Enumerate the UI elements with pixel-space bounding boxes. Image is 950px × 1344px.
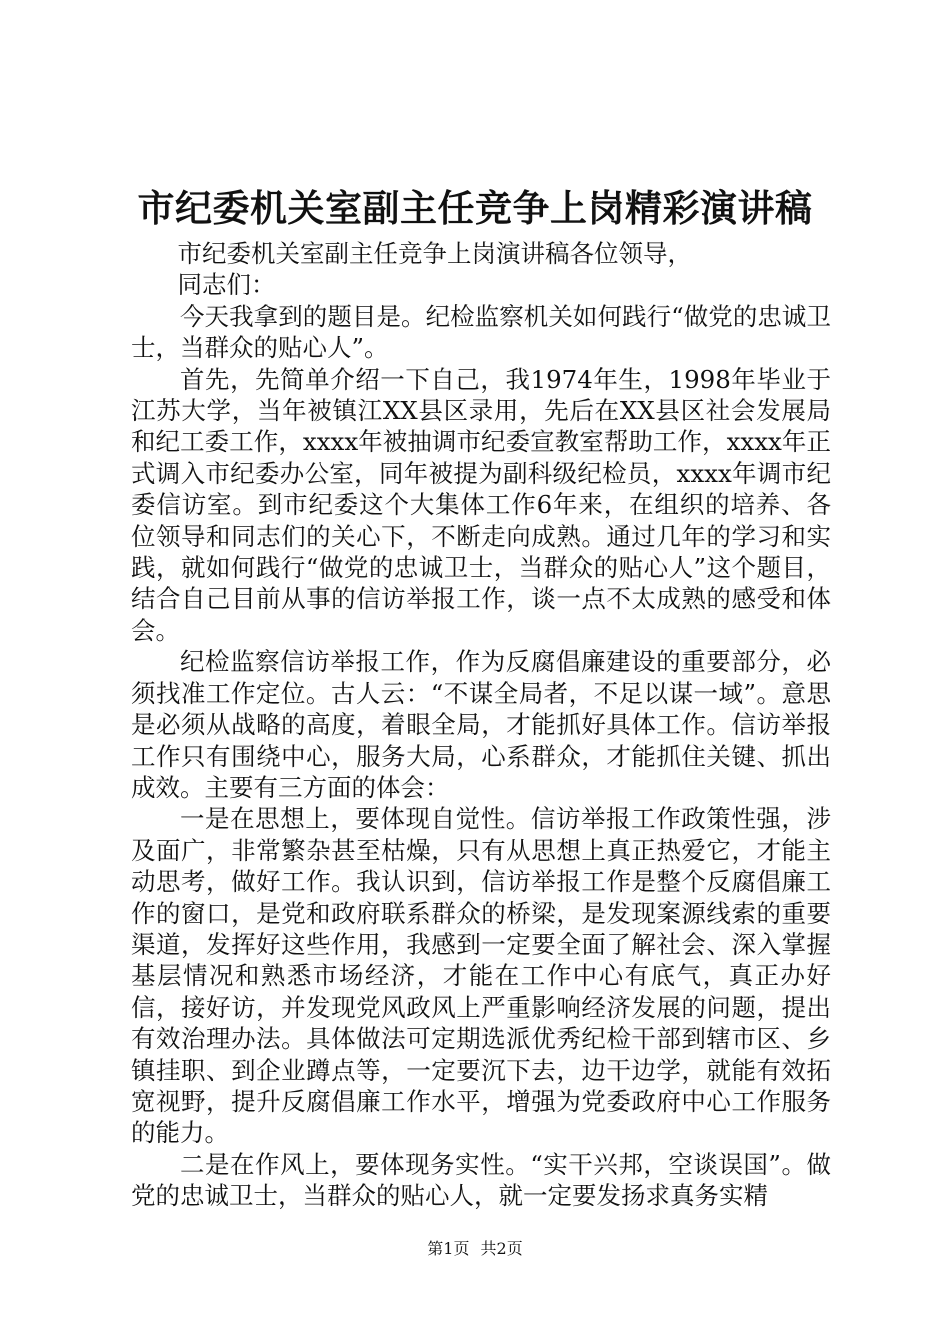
page-total: 共2页 [480,1239,523,1258]
paragraph-salutation: 市纪委机关室副主任竞争上岗演讲稿各位领导， [177,239,693,268]
paragraph-greeting: 同志们： [177,270,276,300]
paragraph-point-one: 一是在思想上，要体现自觉性。信访举报工作政策性强，涉及面广，非常繁杂甚至枯燥，只有从思想上真正热爱它，才能主动思考，做好工作。我认识到，信访举报工作是整个反腐倡廉工作的窗口，是党和政府联系群众的桥梁，是发现案源线索的重要渠道，发挥好这些作用，我感到一定要全面了解社会、深入掌握基层情况和熟悉市场经济，才能在工作中心有底气，真正办好信，接好访，并发现党风政风上严重影响经济发展的问题，提出有效治理办法。具体做法可定期选派优秀纪检干部到辖市区、乡镇挂职、到企业蹲点等，一定要沉下去，边干边学，就能有效拓宽视野，提升反腐倡廉工作水平，增强为党委政府中心工作服务的能力。 [131,804,831,1148]
document-title: 市纪委机关室副主任竞争上岗精彩演讲稿 [137,186,813,230]
paragraph-point-two: 二是在作风上，要体现务实性。“实干兴邦，空谈误国”。做党的忠诚卫士，当群众的贴心人，就一定要发扬求真务实精 [131,1149,831,1211]
paragraph-topic: 今天我拿到的题目是。纪检监察机关如何践行“做党的忠诚卫士，当群众的贴心人”。 [131,301,831,363]
document-body [131,238,831,1212]
paragraph-self-introduction: 首先，先简单介绍一下自己，我1974年生，1998年毕业于江苏大学，当年被镇江XX县区录用，先后在XX县区社会发展局和纪工委工作，xxxx年被抽调市纪委宣教室帮助工作，xxxx年正式调入市纪委办公室，同年被提为副科级纪检员，xxxx年调市纪委信访室。到市纪委这个大集体工作6年来，在组织的培养、各位领导和同志们的关心下，不断走向成熟。通过几年的学习和实践，就如何践行“做党的忠诚卫士，当群众的贴心人”这个题目，结合自己目前从事的信访举报工作，谈一点不太成熟的感受和体会。 [131,364,831,645]
paragraph-work-positioning: 纪检监察信访举报工作，作为反腐倡廉建设的重要部分，必须找准工作定位。古人云：“不谋全局者，不足以谋一域”。意思是必须从战略的高度，着眼全局，才能抓好具体工作。信访举报工作只有围绕中心，服务大局，心系群众，才能抓住关键、抓出成效。主要有三方面的体会： [131,647,831,802]
page-footer [0,1238,950,1260]
page-number: 第1页 [427,1239,470,1258]
